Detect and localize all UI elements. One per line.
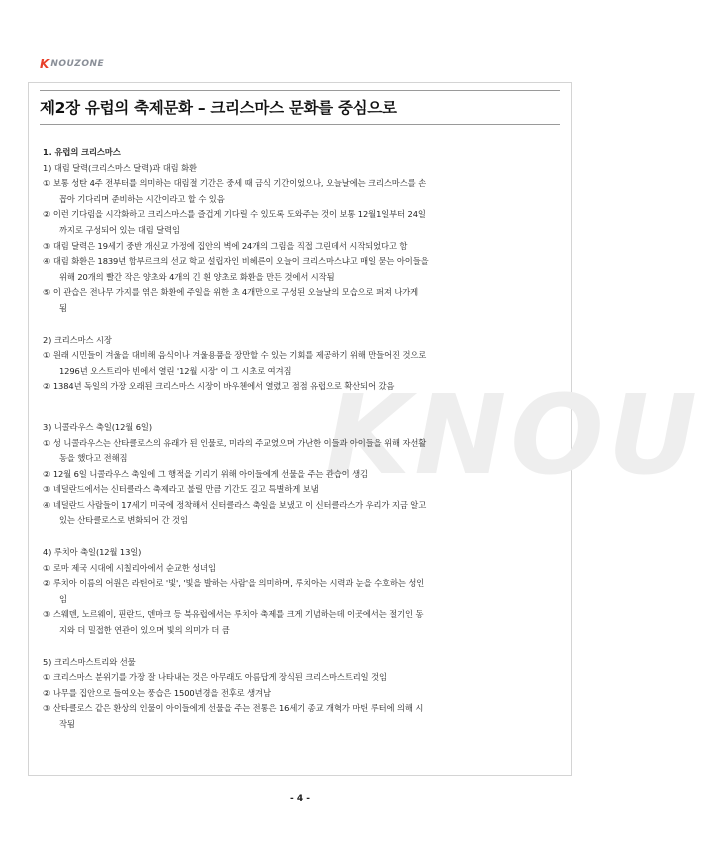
text-line: 꼽아 기다리며 준비하는 시간이라고 할 수 있음: [59, 193, 225, 204]
text-line: ② 루치아 이름의 어원은 라틴어로 '빛', '빛을 발하는 사람'을 의미하며, 루치아는 시력과 눈을 수호하는 성인: [43, 578, 425, 589]
text-line: ④ 네덜란드 사람들이 17세기 미국에 정착해서 신터클라스 축일을 보냈고 이 신터클라스가 우리가 지금 알고: [43, 499, 427, 510]
text-line: ③ 네덜란드에서는 신터클라스 축제라고 불릴 만큼 기간도 길고 특별하게 보냄: [43, 484, 319, 495]
text-line: ① 크리스마스 분위기를 가장 잘 나타내는 것은 아무래도 아름답게 장식된 크리스마스트리일 것임: [43, 672, 387, 683]
text-line: 4) 루치아 축일(12월 13일): [43, 547, 142, 558]
page-number: - 4 -: [290, 794, 310, 804]
section-heading: 1. 유럽의 크리스마스: [43, 147, 121, 157]
text-line: 까지로 구성되어 있는 대림 달력임: [59, 224, 180, 235]
section-gap: [43, 395, 565, 420]
logo-text: NOUZONE: [50, 59, 105, 69]
text-line: ② 나무를 집안으로 들여오는 풍습은 1500년경을 전후로 생겨남: [43, 687, 271, 698]
text-line: 1296년 오스트리아 빈에서 열린 '12월 시장' 이 그 시초로 여겨짐: [59, 365, 292, 376]
text-line: ⑤ 이 관습은 전나무 가지를 엮은 화환에 주일을 위한 초 4개만으로 구성된 오늘날의 모습으로 퍼져 나가게: [43, 287, 419, 298]
knouzone-logo: [40, 56, 104, 72]
text-line: ③ 대림 달력은 19세기 중반 개신교 가정에 집안의 벽에 24개의 그림을 직접 그린데서 시작되었다고 함: [43, 240, 408, 251]
document-body: [43, 145, 565, 733]
text-line: ① 원래 시민들이 겨울을 대비해 음식이나 겨울용품을 장만할 수 있는 기회를 제공하기 위해 만들어진 것으로: [43, 350, 427, 361]
text-line: ② 이런 기다림을 시각화하고 크리스마스를 즐겁게 기다릴 수 있도록 도와주는 것이 보통 12월1일부터 24일: [43, 209, 426, 220]
text-line: 5) 크리스마스트리와 선물: [43, 656, 136, 667]
text-line: ③ 스웨덴, 노르웨이, 핀란드, 덴마크 등 북유럽에서는 루치아 축제를 크게 기념하는데 이곳에서는 절기인 동: [43, 609, 424, 620]
text-line: 2) 크리스마스 시장: [43, 334, 112, 345]
text-line: 있는 산타클로스로 변화되어 간 것임: [59, 515, 188, 526]
title-rule-top: [40, 90, 560, 91]
text-line: 됨: [59, 302, 67, 313]
text-line: ① 성 니콜라우스는 산타클로스의 유래가 된 인물로, 미라의 주교였으며 가난한 이들과 아이들을 위해 자선활: [43, 437, 427, 448]
title-rule-bottom: [40, 124, 560, 125]
text-line: 3) 니콜라우스 축일(12월 6일): [43, 421, 152, 432]
text-line: ② 1384년 독일의 가장 오래된 크리스마스 시장이 바우첸에서 열렸고 점점 유럽으로 확산되어 갔음: [43, 381, 395, 392]
text-line: ④ 대림 화환은 1839년 함부르크의 선교 학교 설립자인 비헤른이 오늘이 크리스마스냐고 매일 묻는 아이들을: [43, 256, 429, 267]
text-line: 지와 더 밀접한 연관이 있으며 빛의 의미가 더 큼: [59, 625, 230, 636]
page-title: 제2장 유럽의 축제문화 – 크리스마스 문화를 중심으로: [40, 99, 397, 117]
text-line: 동을 했다고 전해짐: [59, 453, 128, 464]
logo-k: K: [40, 57, 50, 71]
text-line: ① 로마 제국 시대에 시칠리아에서 순교한 성녀임: [43, 562, 216, 573]
text-line: 임: [59, 593, 67, 604]
text-line: ③ 산타클로스 같은 환상의 인물이 아이들에게 선물을 주는 전통은 16세기 종교 개혁가 마틴 루터에 의해 시: [43, 703, 424, 714]
text-line: ② 12월 6일 니콜라우스 축일에 그 행적을 기리기 위해 아이들에게 선물을 주는 관습이 생김: [43, 468, 368, 479]
text-line: 1) 대림 달력(크리스마스 달력)과 대림 화환: [43, 162, 197, 173]
section-gap: [43, 317, 565, 333]
text-line: 위해 20개의 빨간 작은 양초와 4개의 긴 흰 양초로 화환을 만든 것에서 시작됨: [59, 271, 335, 282]
section-gap: [43, 639, 565, 655]
section-gap: [43, 529, 565, 545]
text-line: 작됨: [59, 719, 75, 729]
text-line: ① 보통 성탄 4주 전부터를 의미하는 대림절 기간은 중세 때 금식 기간이었으나, 오늘날에는 크리스마스를 손: [43, 178, 427, 189]
watermark: KNOU: [325, 371, 701, 499]
